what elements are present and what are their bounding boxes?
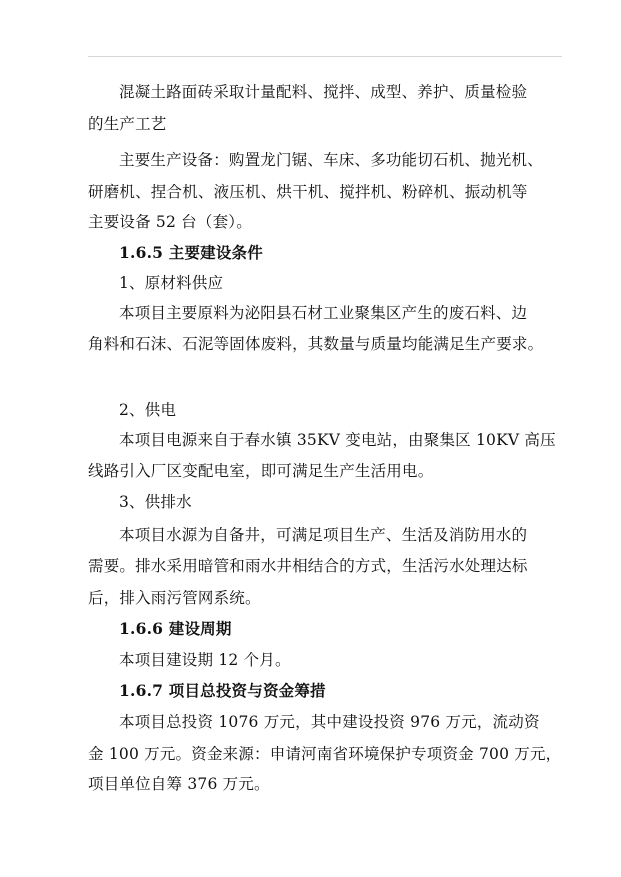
section-heading: 1.6.5 主要建设条件 [119, 243, 263, 262]
subsection-heading: 2、供电 [119, 401, 177, 419]
paragraph-line: 角料和石沫、石泥等固体废料，其数量与质量均能满足生产要求。 [88, 335, 544, 353]
subsection-heading: 1、原材料供应 [119, 274, 224, 292]
paragraph-line: 的生产工艺 [88, 115, 167, 133]
subsection-heading: 3、供排水 [119, 493, 192, 511]
paragraph-line: 后，排入雨污管网系统。 [88, 589, 261, 607]
paragraph-line: 需要。排水采用暗管和雨水井相结合的方式，生活污水处理达标 [88, 557, 528, 575]
paragraph-line: 主要设备 52 台（套）。 [88, 213, 252, 231]
section-heading: 1.6.7 项目总投资与资金筹措 [119, 681, 326, 700]
paragraph-line: 本项目主要原料为泌阳县石材工业聚集区产生的废石料、边 [119, 304, 528, 322]
paragraph-line: 主要生产设备：购置龙门锯、车床、多功能切石机、抛光机、 [119, 151, 543, 169]
paragraph-line: 本项目水源为自备井，可满足项目生产、生活及消防用水的 [119, 526, 528, 544]
paragraph-line: 本项目电源来自于春水镇 35KV 变电站，由聚集区 10KV 高压 [119, 431, 556, 449]
section-heading: 1.6.6 建设周期 [119, 619, 232, 638]
paragraph-line: 本项目总投资 1076 万元，其中建设投资 976 万元，流动资 [119, 713, 540, 731]
header-rule [88, 56, 562, 57]
paragraph-line: 混凝土路面砖采取计量配料、搅拌、成型、养护、质量检验 [119, 83, 528, 101]
paragraph-line: 金 100 万元。资金来源：申请河南省环境保护专项资金 700 万元， [88, 745, 562, 763]
paragraph-line: 项目单位自筹 376 万元。 [88, 775, 270, 793]
paragraph-line: 研磨机、捏合机、液压机、烘干机、搅拌机、粉碎机、振动机等 [88, 183, 528, 201]
paragraph-line: 本项目建设期 12 个月。 [119, 651, 291, 669]
paragraph-line: 线路引入厂区变配电室，即可满足生产生活用电。 [88, 462, 434, 480]
